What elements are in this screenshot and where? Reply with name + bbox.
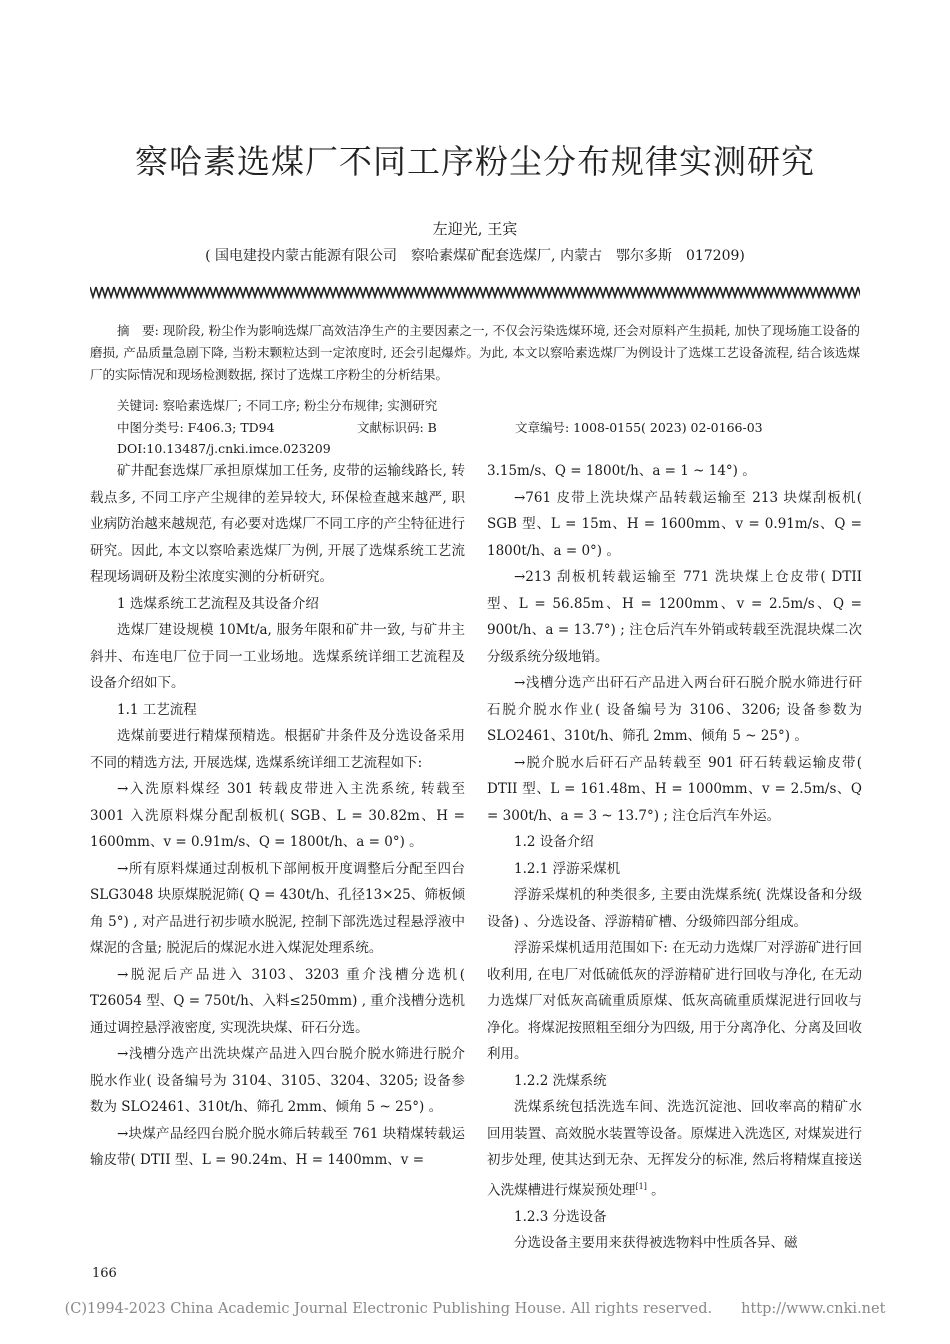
paper-title: 察哈素选煤厂不同工序粉尘分布规律实测研究 bbox=[135, 142, 815, 181]
section-heading: 1.2 设备介绍 bbox=[514, 834, 594, 850]
paragraph: →脱介脱水后矸石产品转载至 901 矸石转载运输皮带( DTII 型、L = 161.48m、H = 1000mm、v = 2.5m/s、Q = 300t/h、a = 3 ~ 13.7°) ; 注仓后汽车外运。 bbox=[487, 754, 862, 824]
paragraph: 分选设备主要用来获得被选物料中性质各异、磁 bbox=[514, 1235, 798, 1251]
paragraph: →浅槽分选产出矸石产品进入两台矸石脱介脱水筛进行矸石脱介脱水作业( 设备编号为 3106、3206; 设备参数为 SLO2461、310t/h、筛孔 2mm、倾角 5 ~ 25°) 。 bbox=[487, 675, 862, 744]
paragraph: 3.15m/s、Q = 1800t/h、a = 1 ~ 14°) 。 bbox=[487, 463, 756, 479]
authors: 左迎光, 王宾 bbox=[432, 220, 518, 238]
paragraph-text: 洗煤系统包括洗选车间、洗选沉淀池、回收率高的精矿水回用装置、高效脱水装置等设备。原煤进入洗选区, 对煤炭进行初步处理, 使其达到无杂、无挥发分的标准, 然后将精煤直接送入洗煤槽进行煤炭预处理 bbox=[487, 1099, 862, 1198]
section-heading: 1.1 工艺流程 bbox=[117, 701, 197, 718]
paragraph-end: 。 bbox=[646, 1182, 665, 1198]
paragraph: →761 皮带上洗块煤产品转载运输至 213 块煤刮板机( SGB 型、L = 15m、H = 1600mm、v = 0.91m/s、Q = 1800t/h、a = 0°) 。 bbox=[487, 489, 862, 559]
paragraph: →213 刮板机转载运输至 771 洗块煤上仓皮带( DTII 型、L = 56.85m、H = 1200mm、v = 2.5m/s、Q = 900t/h、a = 13.7°) ; 注仓后汽车外销或转载至洗混块煤二次分级系统分级地销。 bbox=[487, 569, 862, 665]
article-number: 文章编号: 1008-0155( 2023) 02-0166-03 bbox=[515, 420, 763, 435]
paragraph bbox=[487, 1094, 862, 1204]
paragraph: →浅槽分选产出洗块煤产品进入四台脱介脱水筛进行脱介脱水作业( 设备编号为 3104、3105、3204、3205; 设备参数为 SLO2461、310t/h、筛孔 2mm、倾角 5 ~ 25°) 。 bbox=[90, 1046, 465, 1115]
section-heading: 1.2.1 浮游采煤机 bbox=[514, 860, 621, 877]
section-heading: 1.2.2 洗煤系统 bbox=[514, 1072, 607, 1089]
section-heading: 1.2.3 分选设备 bbox=[514, 1208, 607, 1225]
clc-number: 中图分类号: F406.3; TD94 bbox=[117, 420, 275, 435]
document-code: 文献标识码: B bbox=[357, 420, 437, 435]
wavy-divider bbox=[90, 285, 860, 299]
paragraph: 浮游采煤机适用范围如下: 在无动力选煤厂对浮游矿进行回收利用, 在电厂对低硫低灰的浮游精矿进行回收与净化, 在无动力选煤厂对低灰高硫重质原煤、低灰高硫重质煤泥进行回收与净化。将煤泥按照粗至细分为四级, 用于分离净化、分离及回收利用。 bbox=[487, 940, 862, 1062]
paragraph: →入洗原料煤经 301 转载皮带进入主洗系统, 转载至 3001 入洗原料煤分配刮板机( SGB、L = 30.82m、H = 1600mm、v = 0.91m/s、Q = 1800t/h、a = 0°) 。 bbox=[90, 781, 465, 850]
abstract bbox=[90, 320, 860, 386]
affiliation: ( 国电建投内蒙古能源有限公司 察哈素煤矿配套选煤厂, 内蒙古 鄂尔多斯 017209) bbox=[205, 248, 745, 264]
paragraph: 矿井配套选煤厂承担原煤加工任务, 皮带的运输线路长, 转载点多, 不同工序产尘规律的差异较大, 环保检查越来越严, 职业病防治越来越规范, 有必要对选煤厂不同工序的产尘特征进行研究。因此, 本文以察哈素选煤厂为例, 开展了选煤系统工艺流程现场调研及粉尘浓度实测的分析研究。 bbox=[90, 463, 465, 585]
paragraph: 浮游采煤机的种类很多, 主要由洗煤系统( 洗煤设备和分级设备) 、分选设备、浮游精矿槽、分级筛四部分组成。 bbox=[487, 887, 862, 930]
abstract-label: 摘 要: bbox=[117, 323, 159, 338]
paragraph: →脱泥后产品进入 3103、3203 重介浅槽分选机( T26054 型、Q = 750t/h、入料≤250mm) , 重介浅槽分选机通过调控悬浮液密度, 实现洗块煤、矸石分选。 bbox=[90, 966, 465, 1036]
keywords: 关键词: 察哈素选煤厂; 不同工序; 粉尘分布规律; 实测研究 bbox=[117, 398, 438, 413]
section-heading: 1 选煤系统工艺流程及其设备介绍 bbox=[117, 595, 319, 612]
copyright-footer: (C)1994-2023 China Academic Journal Electronic Publishing House. All rights reserved. http://www.cnki.net bbox=[64, 1301, 886, 1317]
page-number: 166 bbox=[92, 1266, 117, 1281]
left-column bbox=[90, 458, 465, 1174]
abstract-text: 现阶段, 粉尘作为影响选煤厂高效洁净生产的主要因素之一, 不仅会污染选煤环境, 还会对原料产生损耗, 加快了现场施工设备的磨损, 产品质量急剧下降, 当粉末颗粒达到一定浓度时, 还会引起爆炸。为此, 本文以察哈素选煤厂为例设计了选煤工艺设备流程, 结合该选煤厂的实际情况和现场检测数据, 探讨了选煤工序粉尘的分析结果。 bbox=[90, 323, 860, 382]
doi: DOI:10.13487/j.cnki.imce.023209 bbox=[117, 441, 331, 456]
paragraph: 选煤前要进行精煤预精选。根据矿井条件及分选设备采用不同的精选方法, 开展选煤, 选煤系统详细工艺流程如下: bbox=[90, 728, 465, 771]
paragraph: →所有原料煤通过刮板机下部闸板开度调整后分配至四台 SLG3048 块原煤脱泥筛( Q = 430t/h、孔径13×25、筛板倾角 5°) , 对产品进行初步喷水脱泥, 控制下部洗选过程悬浮液中煤泥的含量; 脱泥后的煤泥水进入煤泥处理系统。 bbox=[90, 860, 465, 956]
paragraph: 选煤厂建设规模 10Mt/a, 服务年限和矿井一致, 与矿井主斜井、布连电厂位于同一工业场地。选煤系统详细工艺流程及设备介绍如下。 bbox=[90, 622, 465, 691]
citation: [1] bbox=[635, 1181, 647, 1191]
paragraph: →块煤产品经四台脱介脱水筛后转载至 761 块精煤转载运输皮带( DTII 型、L = 90.24m、H = 1400mm、v = bbox=[90, 1125, 465, 1168]
right-column bbox=[487, 458, 862, 1257]
